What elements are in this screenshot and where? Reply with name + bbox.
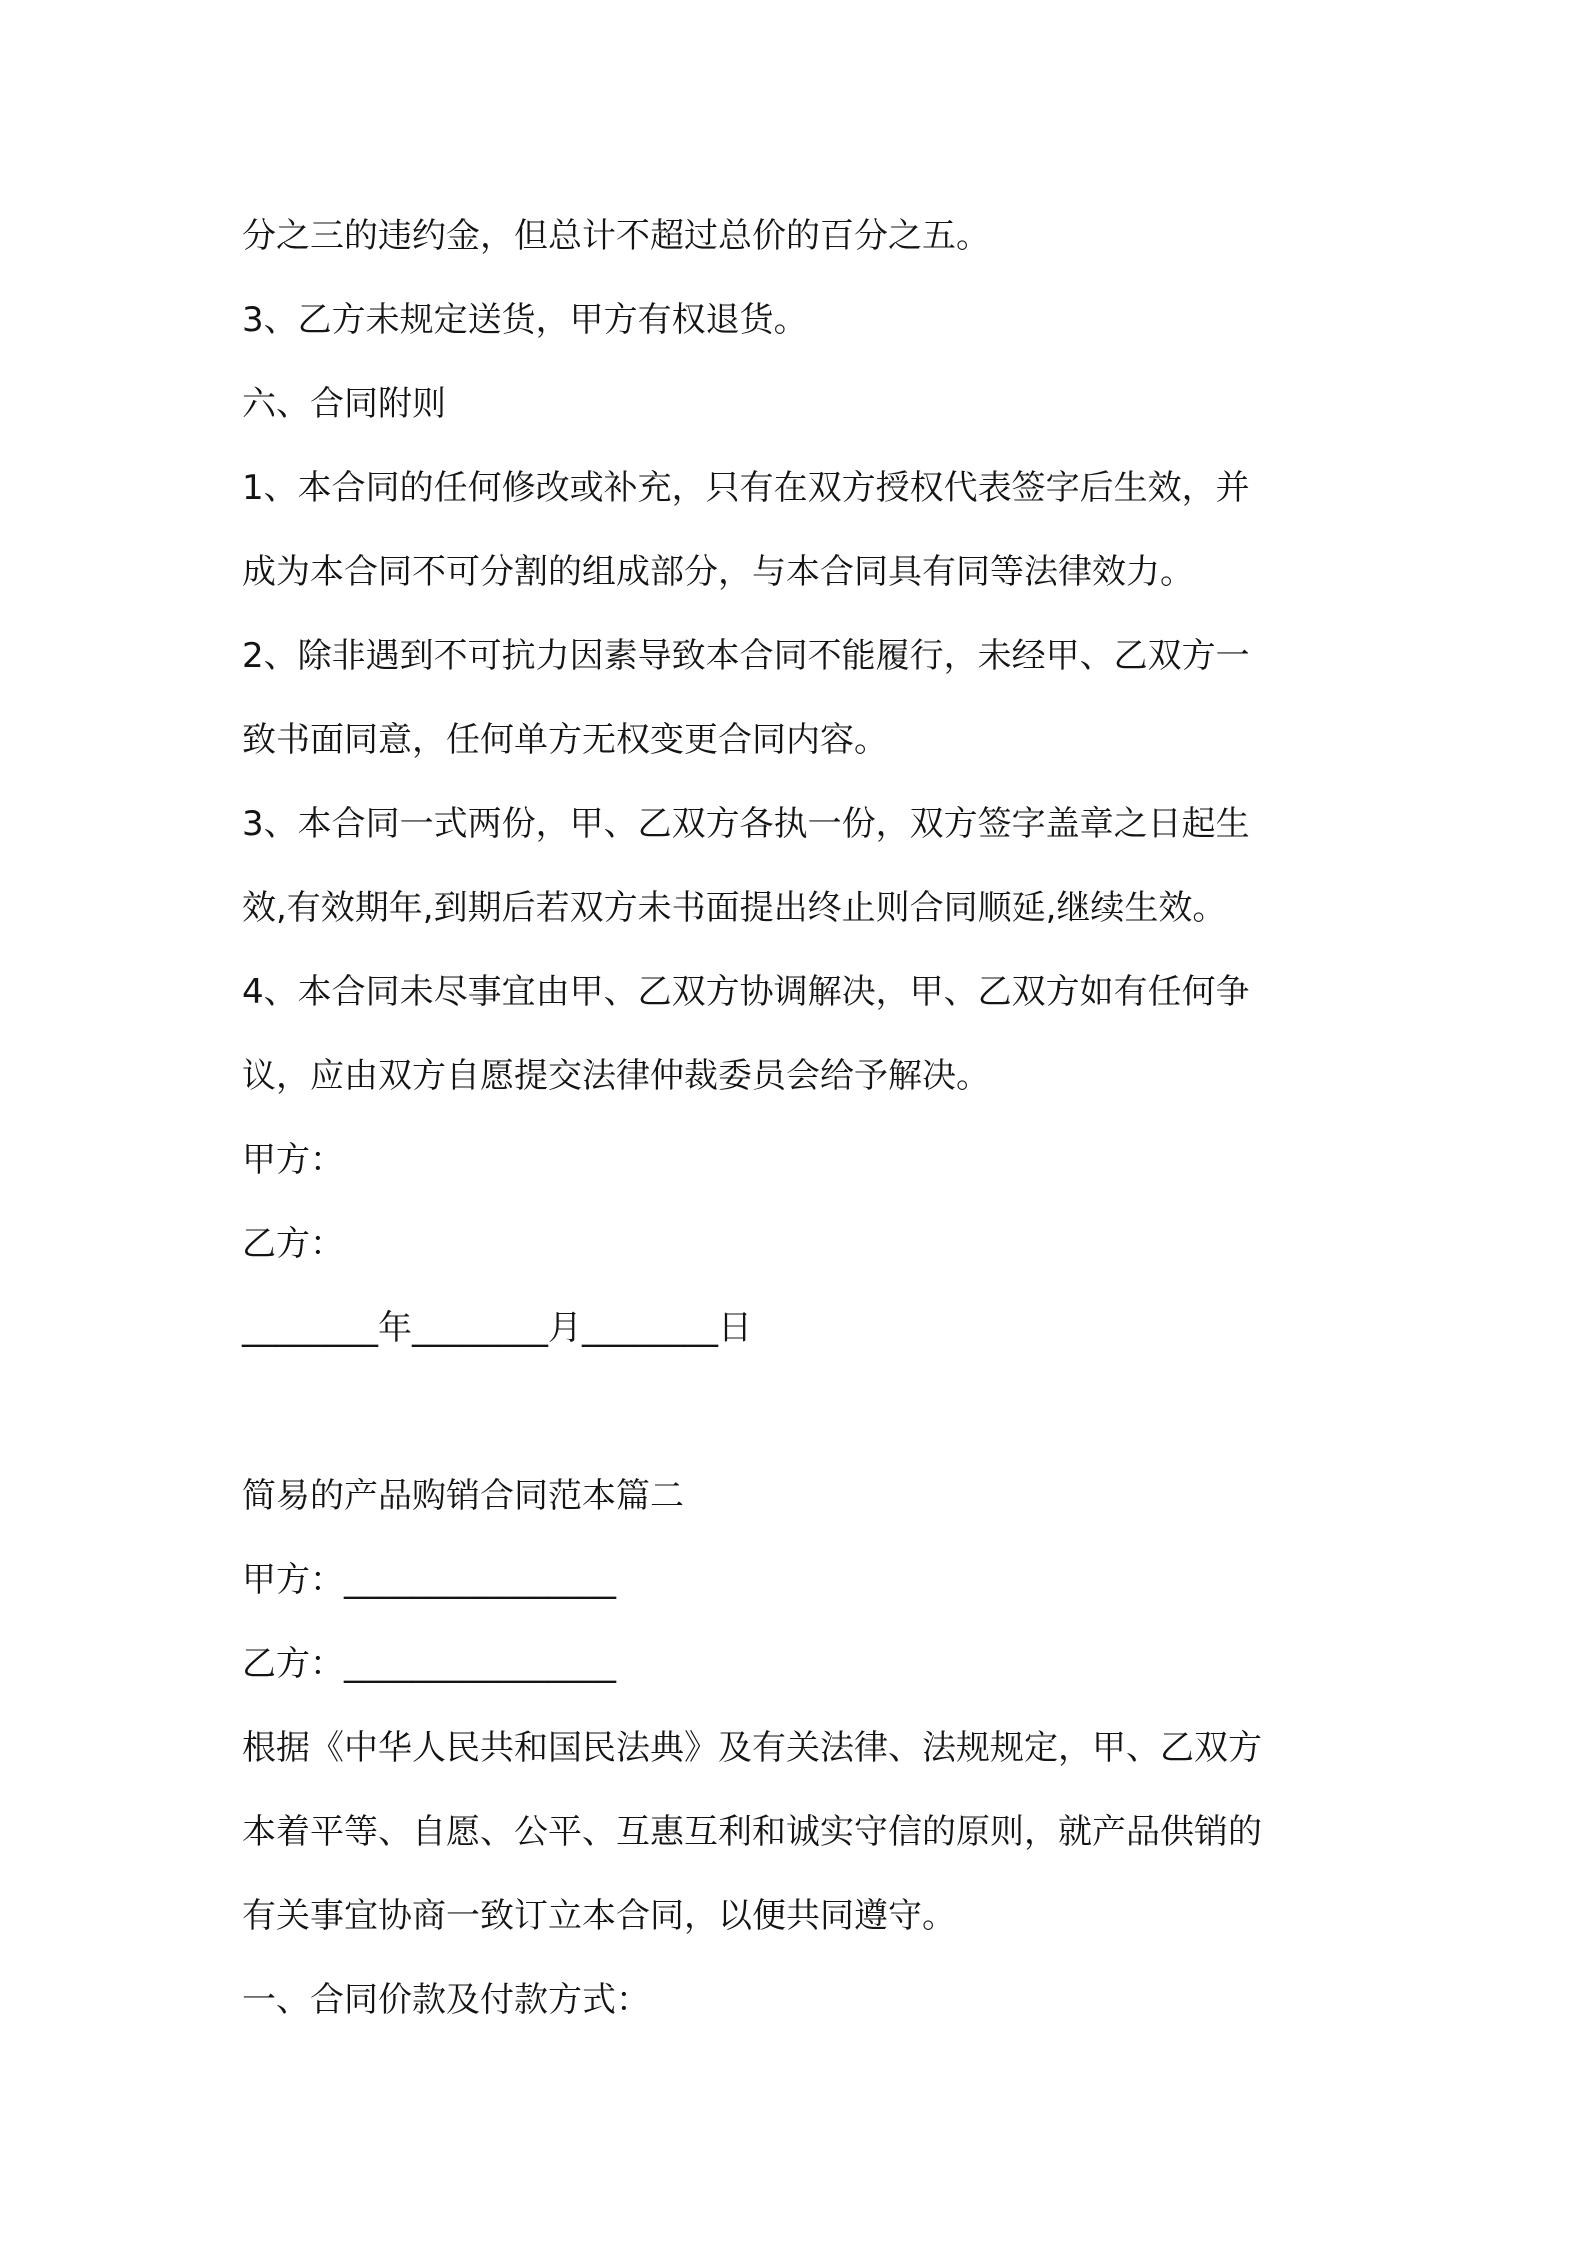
text-line: 有关事宜协商一致订立本合同，以便共同遵守。 [242,1896,956,1936]
text-line: 根据《中华人民共和国民法典》及有关法律、法规规定，甲、乙双方 [242,1728,1262,1768]
contract-section-two [242,1454,1362,2042]
text-line: 分之三的违约金，但总计不超过总价的百分之五。 [242,216,990,256]
signing-date-line: ________年________月________日 [242,1308,752,1348]
party-a-field: 甲方：________________ [242,1560,616,1600]
text-line: 2、除非遇到不可抗力因素导致本合同不能履行，未经甲、乙双方一 [242,636,1250,676]
contract-section-one [242,194,1362,1370]
text-line: 效,有效期年,到期后若双方未书面提出终止则合同顺延,继续生效。 [242,888,1227,928]
party-b-field: 乙方：________________ [242,1644,616,1684]
section-spacer [242,1370,1362,1454]
text-line: 议，应由双方自愿提交法律仲裁委员会给予解决。 [242,1056,990,1096]
party-b-signature-label: 乙方： [242,1224,344,1264]
text-line: 本着平等、自愿、公平、互惠互利和诚实守信的原则，就产品供销的 [242,1812,1262,1852]
document-title: 简易的产品购销合同范本篇二 [242,1476,684,1516]
text-line: 3、本合同一式两份，甲、乙双方各执一份，双方签字盖章之日起生 [242,804,1250,844]
text-line: 成为本合同不可分割的组成部分，与本合同具有同等法律效力。 [242,552,1194,592]
text-line: 4、本合同未尽事宜由甲、乙双方协调解决，甲、乙双方如有任何争 [242,972,1250,1012]
text-line: 致书面同意，任何单方无权变更合同内容。 [242,720,888,760]
section-heading: 一、合同价款及付款方式： [242,1980,650,2020]
text-line: 1、本合同的任何修改或补充，只有在双方授权代表签字后生效，并 [242,468,1250,508]
party-a-signature-label: 甲方： [242,1140,344,1180]
document-body [242,194,1362,2042]
text-line: 3、乙方未规定送货，甲方有权退货。 [242,300,808,340]
section-heading: 六、合同附则 [242,384,446,424]
